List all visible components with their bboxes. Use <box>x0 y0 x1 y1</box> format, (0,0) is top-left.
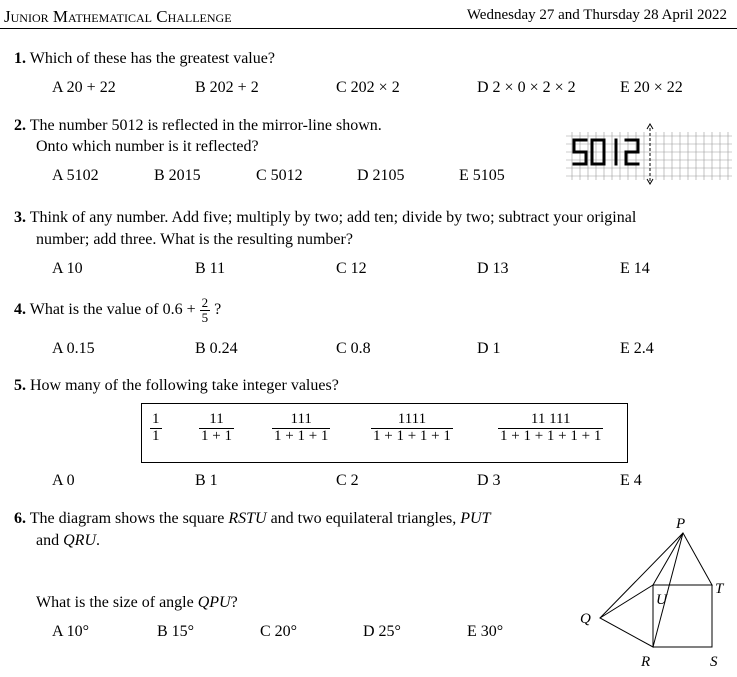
question-number: 3. <box>14 209 26 226</box>
fraction-denominator: 1 <box>152 427 160 444</box>
label-r: R <box>641 654 651 670</box>
fraction-two-fifths <box>200 296 211 324</box>
q4-option-e[interactable]: E 2.4 <box>620 340 654 357</box>
q3-option-a[interactable]: A 10 <box>52 260 83 277</box>
segment-pr <box>653 533 683 647</box>
q5-option-b[interactable]: B 1 <box>195 472 218 489</box>
question-number: 5. <box>14 377 26 394</box>
fraction-1 <box>150 412 162 445</box>
q2-option-a[interactable]: A 5102 <box>52 167 99 184</box>
q2-option-d[interactable]: D 2105 <box>357 167 405 184</box>
fraction-denominator: 1 + 1 + 1 + 1 <box>373 427 451 444</box>
q1-option-c[interactable]: C 202 × 2 <box>336 79 400 96</box>
question-6 <box>14 511 491 527</box>
q5-option-d[interactable]: D 3 <box>477 472 501 489</box>
q1-option-d[interactable]: D 2 × 0 × 2 × 2 <box>477 79 576 96</box>
q3-option-b[interactable]: B 11 <box>195 260 226 277</box>
fraction-5 <box>498 412 603 445</box>
question-1 <box>14 51 275 67</box>
q6-option-b[interactable]: B 15° <box>157 623 195 640</box>
q1-option-b[interactable]: B 202 + 2 <box>195 79 259 96</box>
fraction-numerator: 11 <box>209 411 224 427</box>
label-p: P <box>676 516 686 532</box>
q3-option-c[interactable]: C 12 <box>336 260 367 277</box>
question-2 <box>14 118 382 134</box>
label-s: S <box>710 654 718 670</box>
fraction-denominator: 1 + 1 + 1 + 1 + 1 <box>500 427 602 444</box>
label-u: U <box>656 592 667 608</box>
question-prompt <box>36 595 238 611</box>
question-text-line2 <box>36 533 100 549</box>
question-text: Think of any number. Add five; multiply by two; add ten; divide by two; subtract your original <box>29 209 637 226</box>
geometry-diagram <box>570 510 737 672</box>
square-name: RSTU <box>228 510 267 527</box>
question-text: and <box>36 532 64 549</box>
q1-option-a[interactable]: A 20 + 22 <box>52 79 116 96</box>
question-text: ? <box>230 594 238 611</box>
fraction-numerator: 1 <box>152 411 160 427</box>
q4-option-c[interactable]: C 0.8 <box>336 340 371 357</box>
exam-date: Wednesday 27 and Thursday 28 April 2022 <box>466 7 727 23</box>
exam-title: Junior Mathematical Challenge <box>4 7 232 26</box>
triangle-put <box>653 533 712 585</box>
question-number: 4. <box>14 300 26 318</box>
q5-option-c[interactable]: C 2 <box>336 472 359 489</box>
question-text: and two equilateral triangles, <box>266 510 461 527</box>
question-text: What is the size of angle <box>36 594 198 611</box>
triangle-name: QRU <box>63 532 96 549</box>
q4-option-b[interactable]: B 0.24 <box>195 340 238 357</box>
header-rule <box>0 28 737 29</box>
fraction-numerator: 11 111 <box>530 411 571 427</box>
q2-option-b[interactable]: B 2015 <box>154 167 201 184</box>
question-text-line2: Onto which number is it reflected? <box>36 138 259 155</box>
fraction-numerator: 1111 <box>397 411 427 427</box>
question-text: The number 5012 is reflected in the mirror-line shown. <box>29 117 382 134</box>
segment-pq <box>600 533 683 618</box>
question-number: 1. <box>14 50 26 67</box>
question-text: What is the value of 0.6 + <box>29 300 196 318</box>
q4-option-d[interactable]: D 1 <box>477 340 501 357</box>
fraction-denominator: 5 <box>201 309 209 325</box>
q6-option-c[interactable]: C 20° <box>260 623 298 640</box>
q3-option-d[interactable]: D 13 <box>477 260 509 277</box>
fraction-denominator: 1 + 1 + 1 <box>274 427 329 444</box>
diagram-lines <box>600 533 712 647</box>
mirror-figure <box>566 122 736 188</box>
q2-option-c[interactable]: C 5012 <box>256 167 303 184</box>
question-text: Which of these has the greatest value? <box>29 50 275 67</box>
q5-option-a[interactable]: A 0 <box>52 472 75 489</box>
fraction-numerator: 111 <box>290 411 312 427</box>
question-text: . <box>96 532 100 549</box>
question-3 <box>14 210 636 226</box>
question-number: 6. <box>14 510 26 527</box>
q6-option-e[interactable]: E 30° <box>467 623 504 640</box>
fraction-numerator: 2 <box>201 295 209 310</box>
question-text-line2: number; add three. What is the resulting number? <box>36 231 353 248</box>
q2-option-e[interactable]: E 5105 <box>459 167 505 184</box>
q6-option-d[interactable]: D 25° <box>363 623 401 640</box>
question-number: 2. <box>14 117 26 134</box>
fraction-3 <box>272 412 330 445</box>
q6-option-a[interactable]: A 10° <box>52 623 90 640</box>
fraction-2 <box>199 412 234 445</box>
fraction-4 <box>371 412 453 445</box>
mirror-line <box>647 124 653 184</box>
q5-option-e[interactable]: E 4 <box>620 472 642 489</box>
question-text: The diagram shows the square <box>29 510 229 527</box>
label-q: Q <box>580 611 591 627</box>
fraction-denominator: 1 + 1 <box>201 427 232 444</box>
q4-option-a[interactable]: A 0.15 <box>52 340 95 357</box>
question-mark: ? <box>214 300 222 318</box>
triangle-qru <box>600 585 653 647</box>
question-5 <box>14 378 339 394</box>
q1-option-e[interactable]: E 20 × 22 <box>620 79 683 96</box>
question-4 <box>14 296 221 324</box>
label-t: T <box>715 581 724 597</box>
angle-name: QPU <box>197 594 231 611</box>
triangle-name: PUT <box>460 510 491 527</box>
question-text: How many of the following take integer values? <box>30 377 339 394</box>
q3-option-e[interactable]: E 14 <box>620 260 650 277</box>
